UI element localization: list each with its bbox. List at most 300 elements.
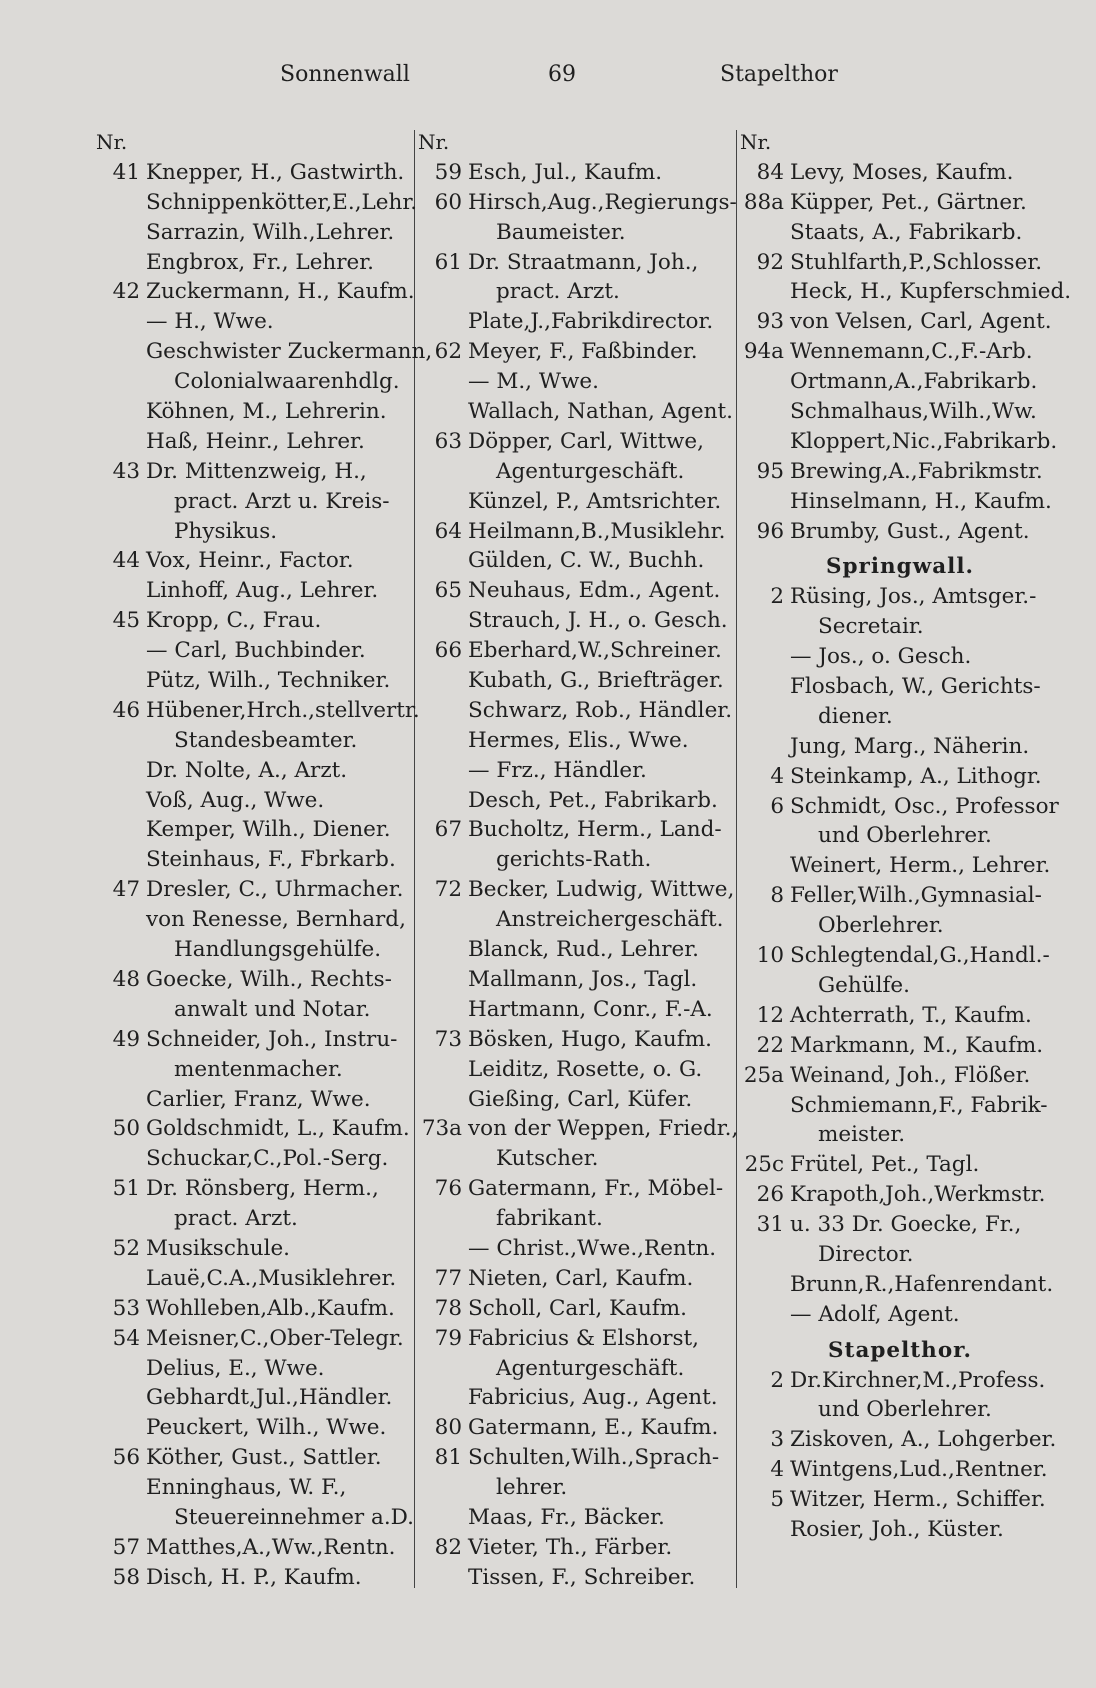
house-number: 66 bbox=[434, 638, 462, 664]
directory-entry bbox=[740, 1366, 1060, 1396]
house-number: 64 bbox=[434, 518, 462, 544]
resident-text: Dresler, C., Uhrmacher. bbox=[146, 877, 404, 903]
house-number: 77 bbox=[434, 1265, 462, 1291]
directory-entry bbox=[740, 337, 1060, 367]
directory-entry bbox=[96, 1264, 412, 1294]
house-number: 84 bbox=[756, 159, 784, 185]
resident-text: Lauë,C.A.,Musiklehrer. bbox=[146, 1265, 397, 1291]
house-number: 58 bbox=[112, 1564, 140, 1590]
directory-entry bbox=[740, 1455, 1060, 1485]
resident-text: Künzel, P., Amtsrichter. bbox=[468, 488, 722, 514]
house-number: 88a bbox=[743, 189, 784, 215]
resident-text: Nieten, Carl, Kaufm. bbox=[468, 1265, 694, 1291]
house-number: 79 bbox=[434, 1325, 462, 1351]
house-number: 92 bbox=[756, 249, 784, 275]
resident-text: Anstreichergeschäft. bbox=[496, 907, 724, 933]
resident-text: Kubath, G., Briefträger. bbox=[468, 668, 724, 694]
resident-text: Voß, Aug., Wwe. bbox=[146, 787, 325, 813]
directory-entry bbox=[418, 1413, 734, 1443]
house-number: 46 bbox=[112, 697, 140, 723]
directory-entry bbox=[740, 367, 1060, 397]
resident-text: mentenmacher. bbox=[174, 1056, 343, 1082]
directory-entry bbox=[418, 696, 734, 726]
directory-entry bbox=[418, 1354, 734, 1384]
resident-text: Ziskoven, A., Lohgerber. bbox=[790, 1427, 1057, 1453]
directory-entry bbox=[96, 1055, 412, 1085]
resident-text: Strauch, J. H., o. Gesch. bbox=[468, 608, 728, 634]
directory-entry bbox=[740, 1395, 1060, 1425]
resident-text: pract. Arzt u. Kreis- bbox=[174, 488, 390, 514]
directory-entry bbox=[740, 457, 1060, 487]
house-number: 80 bbox=[434, 1415, 462, 1441]
directory-entry bbox=[418, 1144, 734, 1174]
directory-entry bbox=[418, 248, 734, 278]
resident-text: Schmiemann,F., Fabrik- bbox=[790, 1092, 1048, 1118]
directory-entry bbox=[96, 517, 412, 547]
resident-text: Steuereinnehmer a.D. bbox=[174, 1504, 414, 1530]
directory-entry bbox=[96, 786, 412, 816]
column-1 bbox=[96, 128, 433, 1598]
directory-entry bbox=[740, 397, 1060, 427]
house-number: 25a bbox=[743, 1062, 784, 1088]
section-heading: Springwall. bbox=[826, 554, 974, 580]
resident-text: Steinhaus, F., Fbrkarb. bbox=[146, 847, 396, 873]
directory-entry bbox=[740, 1485, 1060, 1515]
house-number: 31 bbox=[756, 1212, 784, 1238]
house-number: 45 bbox=[112, 608, 140, 634]
directory-entry bbox=[418, 726, 734, 756]
resident-text: Hinselmann, H., Kaufm. bbox=[790, 488, 1052, 514]
resident-text: Köther, Gust., Sattler. bbox=[146, 1445, 382, 1471]
resident-text: Gülden, C. W., Buchh. bbox=[468, 548, 705, 574]
directory-entry bbox=[418, 576, 734, 606]
directory-entry bbox=[418, 875, 734, 905]
resident-text: Vieter, Th., Färber. bbox=[468, 1534, 673, 1560]
resident-text: Goecke, Wilh., Rechts- bbox=[146, 966, 392, 992]
directory-entry bbox=[418, 666, 734, 696]
section-heading: Stapelthor. bbox=[827, 1337, 972, 1363]
directory-entry bbox=[96, 1473, 412, 1503]
resident-text: Hartmann, Conr., F.-A. bbox=[468, 996, 713, 1022]
resident-text: Gehülfe. bbox=[818, 972, 910, 998]
resident-text: Eberhard,W.,Schreiner. bbox=[468, 638, 722, 664]
directory-entry bbox=[418, 517, 734, 547]
resident-text: Schlegtendal,G.,Handl.- bbox=[790, 943, 1050, 969]
resident-text: lehrer. bbox=[496, 1475, 568, 1501]
column-2 bbox=[418, 128, 739, 1598]
directory-entry bbox=[418, 1473, 734, 1503]
directory-entry bbox=[418, 1264, 734, 1294]
directory-entry bbox=[96, 1563, 412, 1593]
page-header bbox=[0, 62, 1096, 98]
resident-text: Matthes,A.,Ww.,Rentn. bbox=[146, 1534, 396, 1560]
resident-text: Leiditz, Rosette, o. G. bbox=[468, 1056, 703, 1082]
resident-text: Agenturgeschäft. bbox=[496, 1355, 685, 1381]
house-number: 82 bbox=[434, 1534, 462, 1560]
directory-entry bbox=[418, 546, 734, 576]
resident-text: Frütel, Pet., Tagl. bbox=[790, 1152, 980, 1178]
house-number: 47 bbox=[112, 877, 140, 903]
directory-entry bbox=[740, 1210, 1060, 1240]
house-number: 81 bbox=[434, 1445, 462, 1471]
directory-entry bbox=[96, 1324, 412, 1354]
resident-text: Wintgens,Lud.,Rentner. bbox=[790, 1457, 1048, 1483]
directory-entry bbox=[96, 1144, 412, 1174]
house-number: 57 bbox=[112, 1534, 140, 1560]
directory-entry bbox=[740, 582, 1060, 612]
resident-text: Mallmann, Jos., Tagl. bbox=[468, 966, 698, 992]
house-number: 6 bbox=[770, 793, 784, 819]
directory-entry bbox=[740, 1300, 1060, 1330]
resident-text: Maas, Fr., Bäcker. bbox=[468, 1504, 665, 1530]
directory-entry bbox=[418, 158, 734, 188]
directory-entry bbox=[418, 1294, 734, 1324]
directory-entry bbox=[418, 815, 734, 845]
resident-text: Staats, A., Fabrikarb. bbox=[790, 219, 1023, 245]
column-3 bbox=[740, 128, 1072, 1598]
resident-text: Director. bbox=[818, 1241, 914, 1267]
resident-text: Witzer, Herm., Schiffer. bbox=[790, 1487, 1046, 1513]
directory-entry bbox=[96, 307, 412, 337]
house-number: 96 bbox=[756, 518, 784, 544]
resident-text: u. 33 Dr. Goecke, Fr., bbox=[790, 1212, 1022, 1238]
house-number: 8 bbox=[770, 883, 784, 909]
directory-entry bbox=[418, 1443, 734, 1473]
directory-entry bbox=[740, 792, 1060, 822]
house-number: 63 bbox=[434, 428, 462, 454]
column-label: Nr. bbox=[96, 130, 128, 154]
resident-text: Dr. Nolte, A., Arzt. bbox=[146, 757, 348, 783]
directory-entry bbox=[740, 188, 1060, 218]
directory-entry bbox=[740, 732, 1060, 762]
directory-entry bbox=[418, 1085, 734, 1115]
house-number: 56 bbox=[112, 1445, 140, 1471]
resident-text: Kutscher. bbox=[496, 1146, 599, 1172]
resident-text: Hirsch,Aug.,Regierungs- bbox=[468, 189, 737, 215]
resident-text: Enninghaus, W. F., bbox=[146, 1475, 347, 1501]
directory-entry bbox=[418, 218, 734, 248]
directory-entry bbox=[96, 875, 412, 905]
resident-text: Kropp, C., Frau. bbox=[146, 608, 322, 634]
directory-entry bbox=[740, 1031, 1060, 1061]
directory-entry bbox=[740, 1061, 1060, 1091]
directory-entry bbox=[418, 427, 734, 457]
directory-entry bbox=[96, 1383, 412, 1413]
house-number: 3 bbox=[770, 1427, 784, 1453]
resident-text: Delius, E., Wwe. bbox=[146, 1355, 325, 1381]
directory-entry bbox=[418, 188, 737, 218]
resident-text: Engbrox, Fr., Lehrer. bbox=[146, 249, 375, 275]
directory-entry bbox=[96, 726, 412, 756]
house-number: 73 bbox=[434, 1026, 462, 1052]
house-number: 2 bbox=[770, 584, 784, 610]
directory-entry bbox=[96, 756, 412, 786]
directory-entry bbox=[418, 277, 734, 307]
resident-text: und Oberlehrer. bbox=[818, 1397, 992, 1423]
directory-entry bbox=[96, 337, 433, 367]
resident-text: Dr. Straatmann, Joh., bbox=[468, 249, 699, 275]
resident-text: Wallach, Nathan, Agent. bbox=[468, 399, 733, 425]
house-number: 73a bbox=[421, 1116, 462, 1142]
directory-entry bbox=[740, 821, 1060, 851]
resident-text: Markmann, M., Kaufm. bbox=[790, 1032, 1044, 1058]
directory-entry bbox=[96, 1533, 412, 1563]
resident-text: Neuhaus, Edm., Agent. bbox=[468, 578, 721, 604]
house-number: 93 bbox=[756, 309, 784, 335]
directory-entry bbox=[96, 1174, 412, 1204]
directory-entry bbox=[740, 851, 1060, 881]
directory-entry bbox=[740, 762, 1060, 792]
directory-entry bbox=[740, 1120, 1060, 1150]
resident-text: pract. Arzt. bbox=[496, 279, 620, 305]
house-number: 61 bbox=[434, 249, 462, 275]
resident-text: Sarrazin, Wilh.,Lehrer. bbox=[146, 219, 395, 245]
directory-entry bbox=[418, 965, 734, 995]
resident-text: Goldschmidt, L., Kaufm. bbox=[146, 1116, 410, 1142]
directory-entry bbox=[96, 965, 412, 995]
directory-entry bbox=[418, 1324, 734, 1354]
directory-entry bbox=[418, 786, 734, 816]
directory-entry bbox=[418, 1114, 739, 1144]
resident-text: Standesbeamter. bbox=[174, 727, 358, 753]
directory-entry bbox=[96, 158, 412, 188]
house-number: 54 bbox=[112, 1325, 140, 1351]
directory-entry bbox=[418, 935, 734, 965]
resident-text: Knepper, H., Gastwirth. bbox=[146, 159, 405, 185]
column-label: Nr. bbox=[418, 130, 450, 154]
directory-entry bbox=[740, 1091, 1060, 1121]
directory-entry bbox=[418, 397, 734, 427]
resident-text: — Carl, Buchbinder. bbox=[146, 638, 366, 664]
directory-entry bbox=[96, 546, 412, 576]
resident-text: pract. Arzt. bbox=[174, 1206, 298, 1232]
resident-text: Krapoth,Joh.,Werkmstr. bbox=[790, 1182, 1046, 1208]
resident-text: Gebhardt,Jul.,Händler. bbox=[146, 1385, 393, 1411]
resident-text: Feller,Wilh.,Gymnasial- bbox=[790, 883, 1042, 909]
directory-entry bbox=[96, 1085, 412, 1115]
house-number: 42 bbox=[112, 279, 140, 305]
directory-entry bbox=[740, 307, 1060, 337]
house-number: 52 bbox=[112, 1235, 140, 1261]
directory-entry bbox=[96, 666, 412, 696]
resident-text: Schmalhaus,Wilh.,Ww. bbox=[790, 399, 1037, 425]
resident-text: Colonialwaarenhdlg. bbox=[174, 369, 400, 395]
house-number: 10 bbox=[756, 943, 784, 969]
directory-entry bbox=[740, 248, 1060, 278]
resident-text: Kemper, Wilh., Diener. bbox=[146, 817, 391, 843]
directory-entry bbox=[740, 158, 1060, 188]
house-number: 25c bbox=[744, 1152, 784, 1178]
directory-entry bbox=[96, 1503, 412, 1533]
house-number: 41 bbox=[112, 159, 140, 185]
house-number: 50 bbox=[112, 1116, 140, 1142]
resident-text: Bucholtz, Herm., Land- bbox=[468, 817, 722, 843]
resident-text: — Frz., Händler. bbox=[468, 757, 647, 783]
house-number: 12 bbox=[756, 1002, 784, 1028]
column-divider bbox=[736, 130, 737, 1588]
house-number: 44 bbox=[112, 548, 140, 574]
resident-text: — M., Wwe. bbox=[468, 369, 599, 395]
directory-entry bbox=[96, 367, 412, 397]
resident-text: Schneider, Joh., Instru- bbox=[146, 1026, 398, 1052]
house-number: 49 bbox=[112, 1026, 140, 1052]
directory-entry bbox=[740, 487, 1060, 517]
directory-entry bbox=[740, 971, 1060, 1001]
column-label: Nr. bbox=[740, 130, 772, 154]
directory-entry bbox=[96, 457, 412, 487]
directory-entry bbox=[740, 911, 1060, 941]
resident-text: Zuckermann, H., Kaufm. bbox=[146, 279, 415, 305]
resident-text: Geschwister Zuckermann, bbox=[146, 339, 433, 365]
resident-text: Musikschule. bbox=[146, 1235, 291, 1261]
resident-text: Meyer, F., Faßbinder. bbox=[468, 339, 698, 365]
directory-entry bbox=[740, 1180, 1060, 1210]
resident-text: Levy, Moses, Kaufm. bbox=[790, 159, 1014, 185]
resident-text: von Velsen, Carl, Agent. bbox=[790, 309, 1052, 335]
directory-entry bbox=[418, 636, 734, 666]
resident-text: Flosbach, W., Gerichts- bbox=[790, 674, 1041, 700]
directory-entry bbox=[96, 1294, 412, 1324]
directory-entry bbox=[96, 1443, 412, 1473]
directory-entry bbox=[418, 756, 734, 786]
directory-entry bbox=[740, 1240, 1060, 1270]
directory-entry bbox=[418, 1383, 734, 1413]
directory-entry bbox=[96, 1204, 412, 1234]
resident-text: anwalt und Notar. bbox=[174, 996, 371, 1022]
resident-text: Secretair. bbox=[818, 614, 924, 640]
resident-text: Fabricius & Elshorst, bbox=[468, 1325, 699, 1351]
resident-text: Küpper, Pet., Gärtner. bbox=[790, 189, 1027, 215]
resident-text: Baumeister. bbox=[496, 219, 626, 245]
house-number: 78 bbox=[434, 1295, 462, 1321]
directory-entry bbox=[740, 218, 1060, 248]
resident-text: Schnippenkötter,E.,Lehr. bbox=[146, 189, 418, 215]
directory-entry bbox=[740, 702, 1060, 732]
house-number: 62 bbox=[434, 339, 462, 365]
resident-text: Oberlehrer. bbox=[818, 913, 944, 939]
resident-text: Dr. Mittenzweig, H., bbox=[146, 458, 367, 484]
resident-text: Heck, H., Kupferschmied. bbox=[790, 279, 1072, 305]
directory-entry bbox=[740, 642, 1060, 672]
directory-entry bbox=[96, 995, 412, 1025]
resident-text: Blanck, Rud., Lehrer. bbox=[468, 937, 699, 963]
resident-text: Schuckar,C.,Pol.-Serg. bbox=[146, 1146, 389, 1172]
directory-entry bbox=[96, 696, 420, 726]
house-number: 51 bbox=[112, 1176, 140, 1202]
directory-entry bbox=[418, 367, 734, 397]
directory-entry bbox=[740, 612, 1060, 642]
directory-entry bbox=[740, 1270, 1060, 1300]
resident-text: Brunn,R.,Hafenrendant. bbox=[790, 1271, 1054, 1297]
directory-entry bbox=[740, 277, 1072, 307]
resident-text: Gatermann, E., Kaufm. bbox=[468, 1415, 719, 1441]
directory-entry bbox=[418, 1204, 734, 1234]
directory-entry bbox=[96, 905, 412, 935]
resident-text: Pütz, Wilh., Techniker. bbox=[146, 668, 391, 694]
resident-text: Ortmann,A.,Fabrikarb. bbox=[790, 369, 1038, 395]
directory-entry bbox=[96, 1234, 412, 1264]
resident-text: meister. bbox=[818, 1122, 906, 1148]
resident-text: — Jos., o. Gesch. bbox=[790, 644, 972, 670]
resident-text: Schmidt, Osc., Professor bbox=[790, 793, 1059, 819]
directory-entry bbox=[418, 1563, 734, 1593]
resident-text: Döpper, Carl, Wittwe, bbox=[468, 428, 704, 454]
directory-entry bbox=[96, 218, 412, 248]
resident-text: Carlier, Franz, Wwe. bbox=[146, 1086, 371, 1112]
directory-entry bbox=[96, 636, 412, 666]
directory-entry bbox=[418, 337, 734, 367]
resident-text: Haß, Heinr., Lehrer. bbox=[146, 428, 365, 454]
resident-text: — H., Wwe. bbox=[146, 309, 274, 335]
directory-entry bbox=[96, 576, 412, 606]
directory-entry bbox=[96, 397, 412, 427]
directory-entry bbox=[96, 427, 412, 457]
resident-text: Heilmann,B.,Musiklehr. bbox=[468, 518, 726, 544]
directory-entry bbox=[96, 815, 412, 845]
resident-text: Jung, Marg., Näherin. bbox=[790, 733, 1030, 759]
directory-entry bbox=[418, 1234, 734, 1264]
resident-text: — Adolf, Agent. bbox=[790, 1301, 960, 1327]
resident-text: Schulten,Wilh.,Sprach- bbox=[468, 1445, 720, 1471]
resident-text: diener. bbox=[818, 703, 893, 729]
house-number: 5 bbox=[770, 1487, 784, 1513]
resident-text: Desch, Pet., Fabrikarb. bbox=[468, 787, 718, 813]
directory-entry bbox=[418, 1533, 734, 1563]
house-number: 53 bbox=[112, 1295, 140, 1321]
resident-text: Dr.Kirchner,M.,Profess. bbox=[790, 1367, 1046, 1393]
house-number: 60 bbox=[434, 189, 462, 215]
directory-entry bbox=[418, 307, 734, 337]
directory-entry bbox=[740, 517, 1060, 547]
resident-text: Disch, H. P., Kaufm. bbox=[146, 1564, 362, 1590]
resident-text: Wennemann,C.,F.-Arb. bbox=[790, 339, 1033, 365]
house-number: 95 bbox=[756, 458, 784, 484]
directory-entry bbox=[740, 1515, 1060, 1545]
directory-entry bbox=[96, 277, 415, 307]
house-number: 67 bbox=[434, 817, 462, 843]
directory-entry bbox=[740, 941, 1060, 971]
resident-text: Meisner,C.,Ober-Telegr. bbox=[146, 1325, 404, 1351]
resident-text: Linhoff, Aug., Lehrer. bbox=[146, 578, 379, 604]
resident-text: Physikus. bbox=[174, 518, 278, 544]
directory-entry bbox=[418, 1025, 734, 1055]
directory-entry bbox=[96, 188, 418, 218]
resident-text: Dr. Rönsberg, Herm., bbox=[146, 1176, 379, 1202]
resident-text: Tissen, F., Schreiber. bbox=[468, 1564, 696, 1590]
house-number: 26 bbox=[756, 1182, 784, 1208]
resident-text: Scholl, Carl, Kaufm. bbox=[468, 1295, 687, 1321]
directory-entry bbox=[740, 1001, 1060, 1031]
directory-entry bbox=[96, 606, 412, 636]
resident-text: Plate,J.,Fabrikdirector. bbox=[468, 309, 714, 335]
resident-text: Hermes, Elis., Wwe. bbox=[468, 727, 689, 753]
directory-entry bbox=[96, 248, 412, 278]
house-number: 22 bbox=[756, 1032, 784, 1058]
directory-entry bbox=[418, 845, 734, 875]
directory-entry bbox=[740, 881, 1060, 911]
header-left-street: Sonnenwall bbox=[280, 62, 410, 87]
directory-entry bbox=[96, 1413, 412, 1443]
resident-text: Rosier, Joh., Küster. bbox=[790, 1516, 1004, 1542]
page-number: 69 bbox=[548, 62, 576, 87]
resident-text: Achterrath, T., Kaufm. bbox=[790, 1002, 1032, 1028]
directory-entry bbox=[96, 1025, 412, 1055]
resident-text: Weinand, Joh., Flößer. bbox=[790, 1062, 1031, 1088]
house-number: 2 bbox=[770, 1367, 784, 1393]
house-number: 76 bbox=[434, 1176, 462, 1202]
resident-text: Brewing,A.,Fabrikmstr. bbox=[790, 458, 1043, 484]
resident-text: Fabricius, Aug., Agent. bbox=[468, 1385, 718, 1411]
